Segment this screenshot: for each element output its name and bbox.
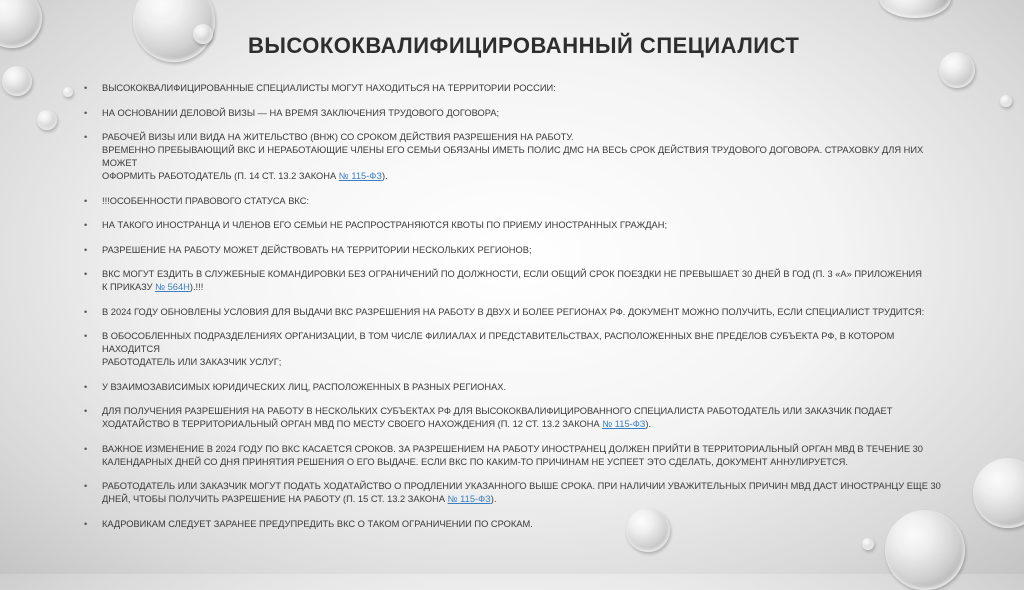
list-item-text: В ОБОСОБЛЕННЫХ ПОДРАЗДЕЛЕНИЯХ ОРГАНИЗАЦИИ, В ТОМ ЧИСЛЕ ФИЛИАЛАХ И ПРЕДСТАВИТЕЛЬСТВАХ, РАСПОЛОЖЕННЫХ ВНЕ ПРЕДЕЛОВ СУБЪЕКТА РФ, В КОТОРОМ НАХОДИТСЯ [102,331,895,354]
bullet-marker: • [84,220,88,230]
law-reference-link[interactable]: № 564Н [155,282,190,292]
list-item-line [102,107,952,120]
law-reference-link[interactable]: № 115-ФЗ [602,419,646,429]
list-item-text: ВАЖНОЕ ИЗМЕНЕНИЕ В 2024 ГОДУ ПО ВКС КАСАЕТСЯ СРОКОВ. ЗА РАЗРЕШЕНИЕМ НА РАБОТУ ИНОСТРАНЕЦ ДОЛЖЕН ПРИЙТИ В ТЕРРИТОРИАЛЬНЫЙ ОРГАН МВД В ТЕЧЕНИЕ 30 [102,443,923,454]
water-drop-decoration [193,24,213,44]
list-item-text-suffix: ). [381,171,388,181]
list-item-line [102,306,952,319]
list-item-line [102,131,952,144]
list-item-line [102,493,952,506]
list-item-line [102,356,952,369]
list-item [82,107,952,120]
list-item-text: НА ОСНОВАНИИ ДЕЛОВОЙ ВИЗЫ — НА ВРЕМЯ ЗАКЛЮЧЕНИЯ ТРУДОВОГО ДОГОВОРА; [102,107,500,118]
list-item-text: РАБОТОДАТЕЛЬ ИЛИ ЗАКАЗЧИК МОГУТ ПОДАТЬ ХОДАТАЙСТВО О ПРОДЛЕНИИ УКАЗАННОГО ВЫШЕ СРОКА. ПРИ НАЛИЧИИ УВАЖИТЕЛЬНЫХ ПРИЧИН МВД ДАСТ ИНОСТРАНЦУ ЕЩЕ 30 [102,481,941,491]
list-item-line [102,244,952,257]
list-item-line [102,456,952,469]
list-item [82,306,952,319]
list-item-text: КАДРОВИКАМ СЛЕДУЕТ ЗАРАНЕЕ ПРЕДУПРЕДИТЬ ВКС О ТАКОМ ОГРАНИЧЕНИИ ПО СРОКАМ. [102,518,533,529]
bullet-marker: • [84,518,88,529]
bullet-marker: • [84,83,88,93]
list-item-text: !!!ОСОБЕННОСТИ ПРАВОВОГО СТАТУСА ВКС: [102,195,310,206]
list-item-line [102,405,952,418]
law-reference-link[interactable]: № 115-ФЗ [338,171,382,181]
list-item-line [102,144,952,170]
list-item-text: ДНЕЙ, ЧТОБЫ ПОЛУЧИТЬ РАЗРЕШЕНИЕ НА РАБОТУ (П. 15 СТ. 13.2 ЗАКОНА [102,494,448,504]
list-item-line [102,82,952,95]
list-item [82,82,952,95]
list-item-text-suffix: ). [490,494,497,504]
water-drop-decoration [1000,95,1012,107]
water-drop-decoration [2,66,32,96]
list-item [82,330,952,369]
list-item-line [102,219,952,232]
list-item-line [102,330,952,356]
bullet-marker: • [84,443,88,454]
bullet-marker: • [84,244,88,255]
list-item-text: ОФОРМИТЬ РАБОТОДАТЕЛЬ (П. 14 СТ. 13.2 ЗАКОНА [102,171,339,181]
bullet-marker: • [84,107,88,118]
list-item [82,480,952,506]
list-item-text: ВКС МОГУТ ЕЗДИТЬ В СЛУЖЕБНЫЕ КОМАНДИРОВКИ БЕЗ ОГРАНИЧЕНИЙ ПО ДОЛЖНОСТИ, ЕСЛИ ОБЩИЙ СРОК ПОЕЗДКИ НЕ ПРЕВЫШАЕТ 30 ДНЕЙ В ГОД (П. 3 «А» ПРИЛОЖЕНИЯ [102,269,922,279]
bullet-marker: • [84,331,88,341]
list-item-text: РАБОЧЕЙ ВИЗЫ ИЛИ ВИДА НА ЖИТЕЛЬСТВО (ВНЖ) СО СРОКОМ ДЕЙСТВИЯ РАЗРЕШЕНИЯ НА РАБОТУ. [102,132,574,142]
list-item-line [102,381,952,394]
water-drop-decoration [973,458,1024,528]
list-item [82,195,952,208]
bullet-marker: • [84,381,88,392]
slide-title: ВЫСОКОКВАЛИФИЦИРОВАННЫЙ СПЕЦИАЛИСТ [248,33,800,58]
list-item-line [102,518,952,531]
list-item-text: РАЗРЕШЕНИЕ НА РАБОТУ МОЖЕТ ДЕЙСТВОВАТЬ НА ТЕРРИТОРИИ НЕСКОЛЬКИХ РЕГИОНОВ; [102,244,532,255]
water-drop-decoration [37,110,57,130]
list-item [82,518,952,531]
list-item-line [102,480,952,493]
list-item-text: К ПРИКАЗУ [102,282,156,292]
bullet-marker: • [84,195,88,206]
list-item [82,219,952,232]
bullet-marker: • [84,481,88,491]
list-item-line [102,443,952,456]
water-drop-decoration [63,87,73,97]
list-item-text: НА ТАКОГО ИНОСТРАНЦА И ЧЛЕНОВ ЕГО СЕМЬИ НЕ РАСПРОСТРАНЯЮТСЯ КВОТЫ ПО ПРИЕМУ ИНОСТРАННЫХ ГРАЖДАН; [102,220,668,230]
list-item [82,244,952,257]
list-item-line [102,281,952,294]
water-drop-decoration [0,0,42,48]
list-item [82,381,952,394]
list-item-text: РАБОТОДАТЕЛЬ ИЛИ ЗАКАЗЧИК УСЛУГ; [102,357,282,367]
list-item-text: ХОДАТАЙСТВО В ТЕРРИТОРИАЛЬНЫЙ ОРГАН МВД ПО МЕСТУ СВОЕГО НАХОЖДЕНИЯ (П. 12 СТ. 13.2 ЗАКОНА [102,419,603,429]
list-item [82,131,952,183]
list-item-text: ДЛЯ ПОЛУЧЕНИЯ РАЗРЕШЕНИЯ НА РАБОТУ В НЕСКОЛЬКИХ СУБЪЕКТАХ РФ ДЛЯ ВЫСОКОКВАЛИФИЦИРОВАННОГО СПЕЦИАЛИСТА РАБОТОДАТЕЛЬ ИЛИ ЗАКАЗЧИК ПОДАЕТ [102,406,893,416]
list-item-text: В 2024 ГОДУ ОБНОВЛЕНЫ УСЛОВИЯ ДЛЯ ВЫДАЧИ ВКС РАЗРЕШЕНИЯ НА РАБОТУ В ДВУХ И БОЛЕЕ РЕГИОНАХ РФ. ДОКУМЕНТ МОЖНО ПОЛУЧИТЬ, ЕСЛИ СПЕЦИАЛИСТ ТРУДИТСЯ: [102,306,925,317]
bullet-marker: • [84,306,88,317]
list-item-line [102,418,952,431]
list-item-text: У ВЗАИМОЗАВИСИМЫХ ЮРИДИЧЕСКИХ ЛИЦ, РАСПОЛОЖЕННЫХ В РАЗНЫХ РЕГИОНАХ. [102,381,507,392]
list-item [82,405,952,431]
bullet-marker: • [84,132,88,142]
list-item-text-suffix: ).!!! [189,282,204,292]
list-item-line [102,170,952,183]
list-item [82,443,952,469]
water-drop-decoration [879,0,951,18]
bullet-marker: • [84,406,88,416]
bullet-list [82,82,952,542]
bullet-marker: • [84,269,88,279]
law-reference-link[interactable]: № 115-ФЗ [447,494,491,504]
list-item-line [102,195,952,208]
list-item-text-suffix: ). [645,419,652,429]
list-item-text: ВРЕМЕННО ПРЕБЫВАЮЩИЙ ВКС И НЕРАБОТАЮЩИЕ ЧЛЕНЫ ЕГО СЕМЬИ ОБЯЗАНЫ ИМЕТЬ ПОЛИС ДМС НА ВЕСЬ СРОК ДЕЙСТВИЯ ТРУДОВОГО ДОГОВОРА. СТРАХОВКУ ДЛЯ НИХ МОЖЕТ [102,145,924,168]
list-item [82,268,952,294]
list-item-text: КАЛЕНДАРНЫХ ДНЕЙ СО ДНЯ ПРИНЯТИЯ РЕШЕНИЯ О ЕГО ВЫДАЧЕ. ЕСЛИ ВКС ПО КАКИМ-ТО ПРИЧИНАМ НЕ УСПЕЕТ ЭТО СДЕЛАТЬ, ДОКУМЕНТ АННУЛИРУЕТСЯ. [102,456,848,467]
list-item-text: ВЫСОКОКВАЛИФИЦИРОВАННЫЕ СПЕЦИАЛИСТЫ МОГУТ НАХОДИТЬСЯ НА ТЕРРИТОРИИ РОССИИ: [102,83,556,93]
list-item-line [102,268,952,281]
